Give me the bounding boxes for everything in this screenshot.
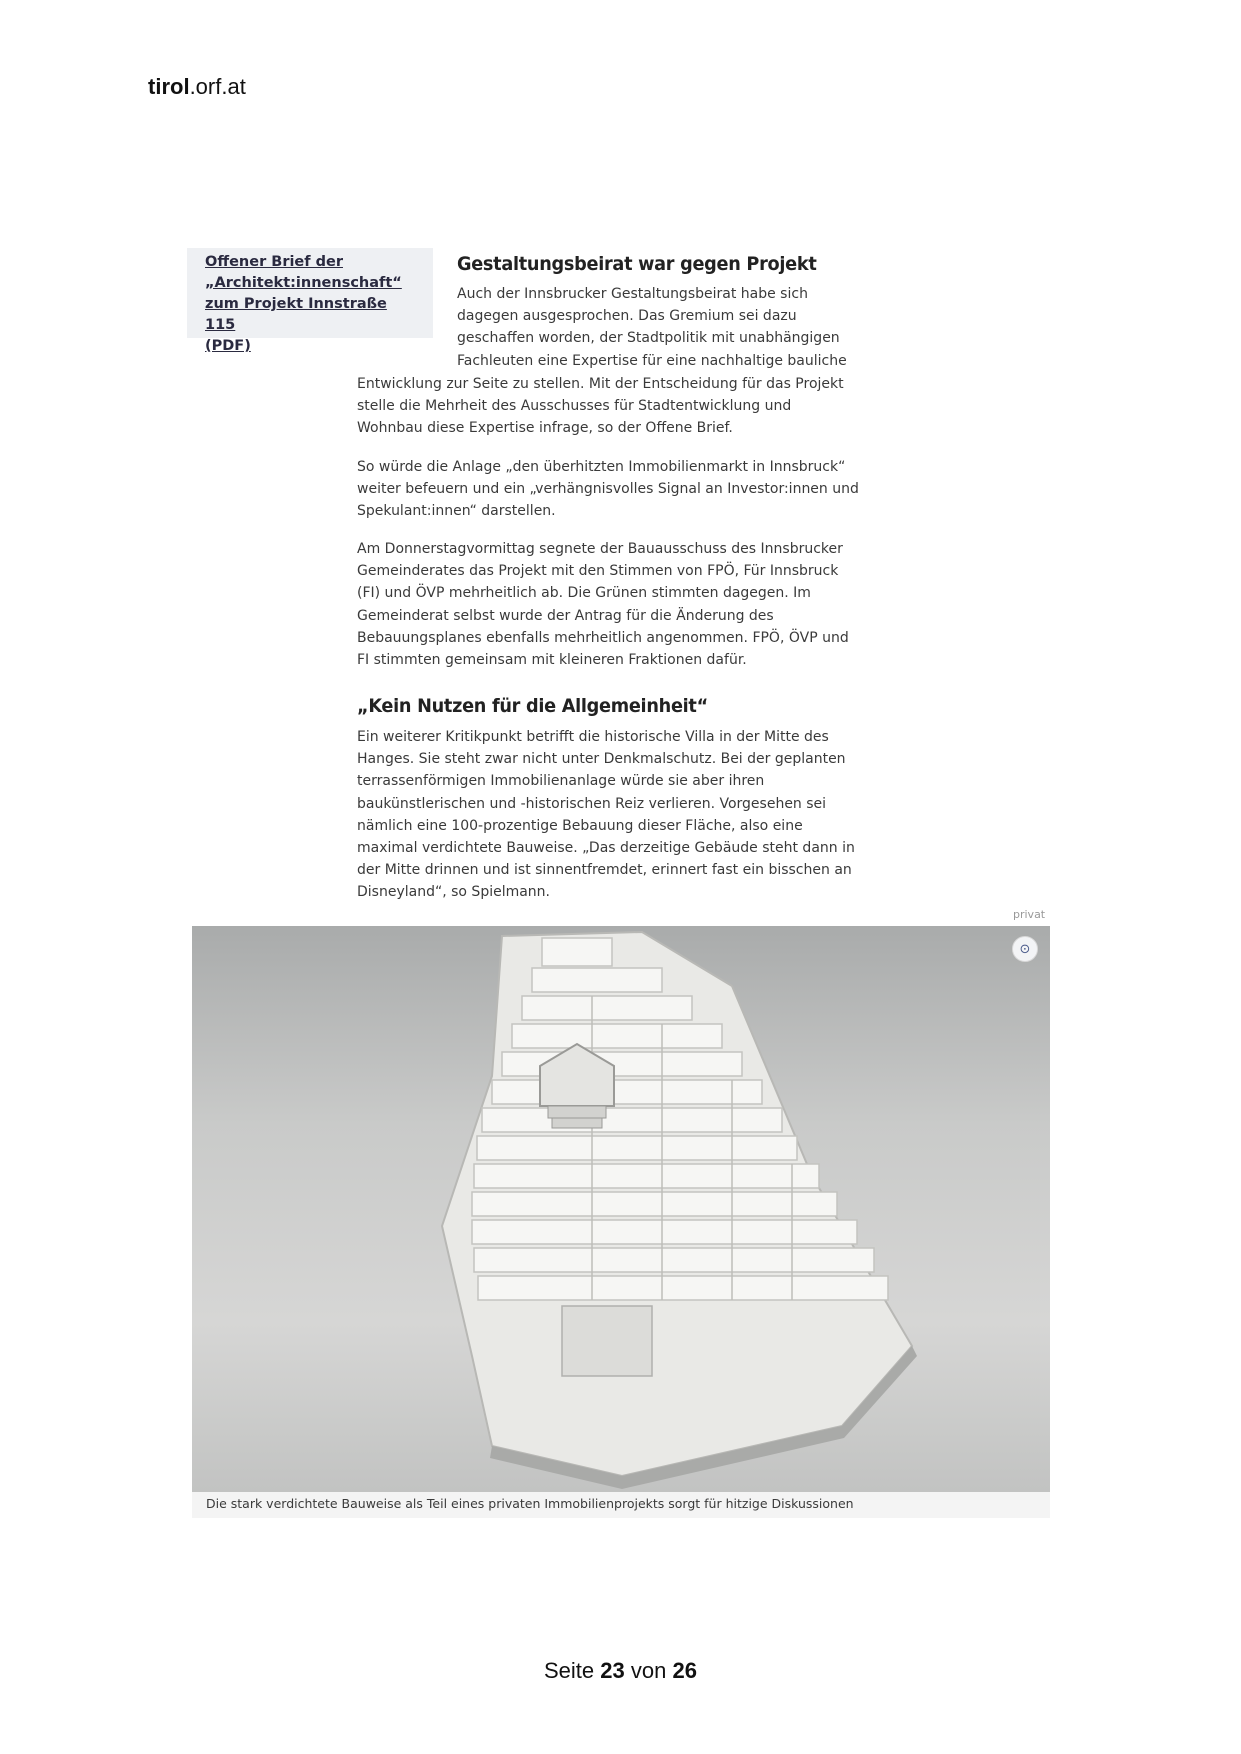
text-line: Gemeinderat selbst wurde der Antrag für die Änderung des <box>357 607 774 624</box>
architecture-model-photo[interactable] <box>192 926 1050 1492</box>
text-line: terrassenförmigen Immobilienanlage würde sie aber ihren <box>357 773 765 790</box>
page-middle: von <box>630 1658 667 1683</box>
site-brand <box>148 74 246 100</box>
text-line: (FI) und ÖVP mehrheitlich ab. Die Grünen stimmten dagegen. Im <box>357 585 811 602</box>
text-line: Entwicklung zur Seite zu stellen. Mit der Entscheidung für das Projekt <box>357 376 844 392</box>
text-line: Gemeinderates das Projekt mit den Stimmen von FPÖ, Für Innsbruck <box>357 563 839 580</box>
text-line: weiter befeuern und ein „verhängnisvolles Signal an Investor:innen und <box>357 481 859 498</box>
page-number <box>0 1658 1241 1684</box>
pdf-link-line-2[interactable]: „Architekt:innenschaft“ <box>205 275 402 291</box>
model-illustration <box>192 926 1050 1492</box>
text-line: maximal verdichtete Bauweise. „Das derzeitige Gebäude steht dann in <box>357 840 855 857</box>
text-line: Bebauungsplanes ebenfalls mehrheitlich angenommen. FPÖ, ÖVP und <box>357 629 849 646</box>
text-line: geschaffen worden, der Stadtpolitik mit unabhängigen <box>457 330 840 347</box>
text-line: nämlich eine 100-prozentige Bebauung dieser Fläche, also eine <box>357 817 803 834</box>
paragraph-1-indented <box>457 283 897 372</box>
text-line: Spekulant:innen“ darstellen. <box>357 503 556 520</box>
current-page: 23 <box>600 1658 625 1683</box>
brand-bold: tirol <box>148 74 190 99</box>
section-heading-gestaltungsbeirat: Gestaltungsbeirat war gegen Projekt <box>457 253 817 275</box>
related-link-box <box>187 248 433 354</box>
page-prefix: Seite <box>544 1658 595 1683</box>
text-line: stelle die Mehrheit des Ausschusses für Stadtentwicklung und <box>357 398 792 415</box>
text-line: Ein weiterer Kritikpunkt betrifft die historische Villa in der Mitte des <box>357 729 829 745</box>
text-line: baukünstlerischen und -historischen Reiz verlieren. Vorgesehen sei <box>357 795 827 812</box>
paragraph-1-continued <box>357 373 897 440</box>
text-line: der Mitte drinnen und ist sinnentfremdet, erinnert fast ein bisschen an <box>357 862 852 879</box>
text-line: FI stimmten gemeinsam mit kleineren Fraktionen dafür. <box>357 652 747 669</box>
paragraph-3 <box>357 538 897 671</box>
total-pages: 26 <box>672 1658 697 1683</box>
text-line: Fachleuten eine Expertise für eine nachhaltige bauliche <box>457 352 847 369</box>
section-heading-kein-nutzen: „Kein Nutzen für die Allgemeinheit“ <box>357 695 708 717</box>
pdf-link-line-1[interactable]: Offener Brief der <box>205 254 343 270</box>
text-line: dagegen ausgesprochen. Das Gremium sei dazu <box>457 308 797 325</box>
pdf-link-line-3[interactable]: zum Projekt Innstraße 115 <box>205 296 387 333</box>
paragraph-2 <box>357 456 897 523</box>
text-line: Hanges. Sie steht zwar nicht unter Denkmalschutz. Bei der geplanten <box>357 751 846 768</box>
zoom-icon[interactable]: ⊙ <box>1012 936 1038 962</box>
paragraph-4 <box>357 726 897 904</box>
text-line: So würde die Anlage „den überhitzten Immobilienmarkt in Innsbruck“ <box>357 459 846 475</box>
text-line: Auch der Innsbrucker Gestaltungsbeirat habe sich <box>457 286 808 302</box>
text-line: Am Donnerstagvormittag segnete der Bauausschuss des Innsbrucker <box>357 541 843 557</box>
pdf-link-line-4[interactable]: (PDF) <box>205 338 251 354</box>
text-line: Disneyland“, so Spielmann. <box>357 884 551 901</box>
photo-credit: privat <box>1013 908 1046 921</box>
text-line: Wohnbau diese Expertise infrage, so der Offene Brief. <box>357 420 733 437</box>
photo-caption: Die stark verdichtete Bauweise als Teil eines privaten Immobilienprojekts sorgt für hitzige Diskussionen <box>206 1496 854 1511</box>
brand-rest: .orf.at <box>189 74 246 99</box>
